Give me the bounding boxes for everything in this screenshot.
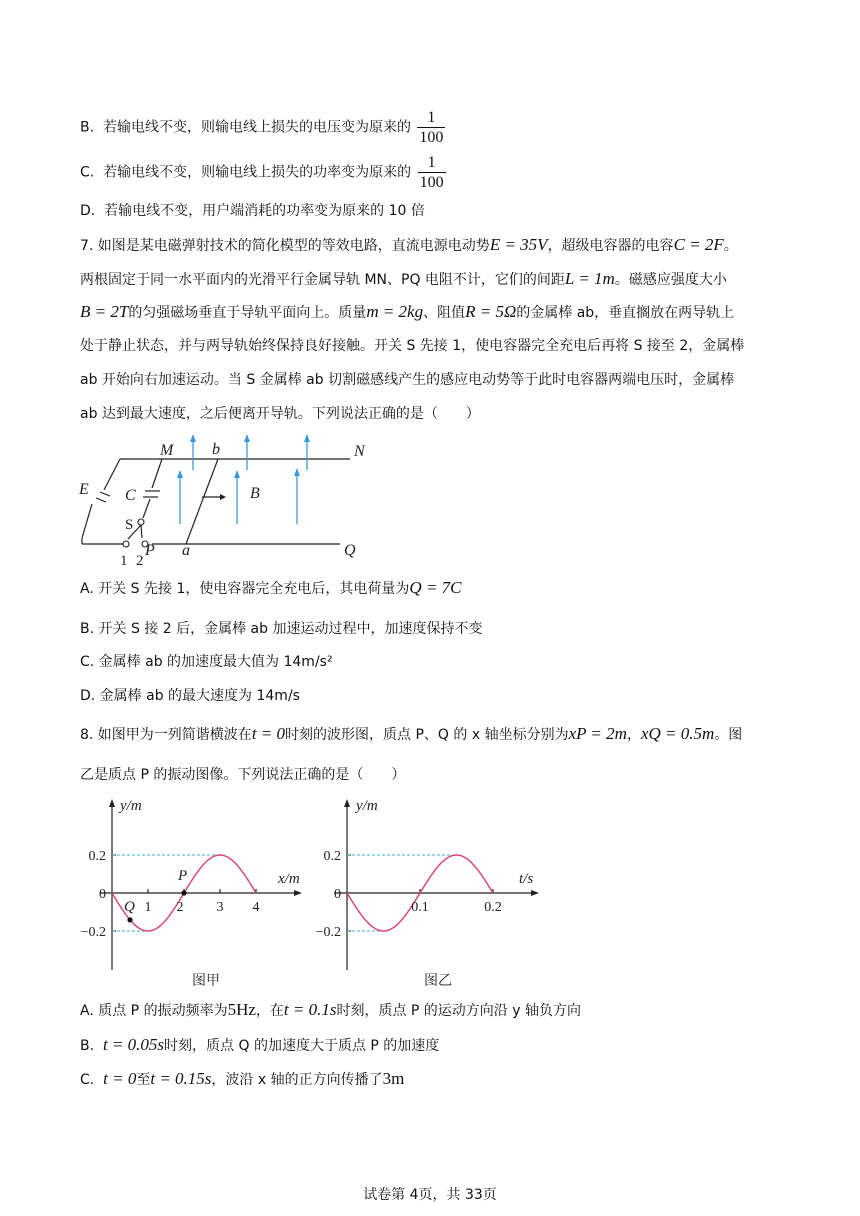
option-c-prev [80,153,446,192]
option-text: 若输电线不变，则输电线上损失的功率变为原来的 [103,164,412,181]
label-field-b: B [250,485,260,502]
text: 至 [136,1072,151,1088]
math: 3m [382,1069,405,1088]
text: 时刻，质点 Q 的加速度大于质点 P 的加速度 [164,1038,440,1054]
velocity-arrow [220,494,226,500]
y-tick-label: 0.2 [88,849,106,864]
y-tick-label: 0 [99,887,106,902]
text: B. [80,1038,95,1054]
math: E = 35V [489,235,548,254]
circuit-figure [70,428,390,573]
q7-line1 [80,235,738,256]
q7-line3 [80,302,734,323]
vibration-graph-yi [312,795,547,995]
text: ， [626,727,641,743]
math: xP = 2m [568,724,627,743]
math: t = 0.1s [283,1000,337,1019]
figure-caption: 图乙 [424,974,452,989]
label-p: P [145,542,155,559]
q7-option-b: B. 开关 S 接 2 后，金属棒 ab 加速运动过程中，加速度保持不变 [80,621,483,637]
option-label: C. [80,164,95,181]
rod-ab [186,459,218,544]
text: 。磁感应强度大小 [614,272,727,288]
y-axis-label: y/m [356,798,378,814]
y-axis-arrow [109,799,115,807]
x-tick-label: 0.1 [411,900,429,915]
math: t = 0 [251,724,286,743]
text: ，波沿 x 轴的正方向传播了 [211,1072,383,1088]
text: 两根固定于同一水平面内的光滑平行金属导轨 MN、PQ 电阻不计，它们的间距 [80,272,565,288]
q7-option-c: C. 金属棒 ab 的加速度最大值为 14m/s² [80,654,333,670]
text: A. 质点 P 的振动频率为 [80,1003,228,1019]
wave-graph-jia [80,795,310,995]
option-b-prev [80,108,445,147]
label-b: b [212,441,220,458]
x-axis-label: t/s [519,871,534,887]
text: 。图 [714,727,743,743]
x-tick-label: 0.2 [484,900,502,915]
label-m: M [160,442,174,459]
y-tick-label: −0.2 [315,925,341,940]
text: A. 开关 S 先接 1，使电容器完全充电后，其电荷量为 [80,581,410,597]
x-tick-label: 4 [252,900,260,915]
point-q-dot [127,917,132,922]
fraction [418,153,446,192]
q7-line2 [80,269,727,290]
q7-line4: 处于静止状态，并与两导轨始终保持良好接触。开关 S 先接 1，使电容器完全充电后再将 S 接至 2，金属棒 [80,338,745,354]
math: 5Hz [227,1000,256,1019]
figure-caption: 图甲 [192,974,220,989]
text: ，超级电容器的电容 [547,238,674,254]
frac-den: 100 [419,129,444,146]
math: R = 5Ω [465,302,517,321]
frac-num: 1 [417,108,445,128]
label-q: Q [344,542,356,559]
math: xQ = 0.5m [640,724,715,743]
option-label: D. [80,203,96,219]
text: 时刻的波形图，质点 P、Q 的 x 轴坐标分别为 [285,727,569,743]
label-1: 1 [120,553,128,569]
label-2: 2 [136,553,144,569]
q8-option-b [80,1035,439,1056]
math: C = 2F [673,235,724,254]
text: 、阻值 [423,305,466,321]
q7-option-d: D. 金属棒 ab 的最大速度为 14m/s [80,688,300,704]
label-c: C [125,487,136,504]
point-q-label: Q [124,899,135,915]
fraction [417,108,445,147]
q8-option-c [80,1069,404,1090]
text: 时刻，质点 P 的运动方向沿 y 轴负方向 [336,1003,581,1019]
x-tick-label: 1 [144,900,152,915]
option-d-prev [80,201,425,221]
q8-option-a [80,1000,581,1021]
y-axis-arrow [344,799,350,807]
x-tick-label: 2 [176,900,184,915]
terminal-1 [123,541,129,547]
label-a: a [182,542,190,559]
math: Q = 7C [409,578,462,597]
text: 8. 如图甲为一列简谐横波在 [80,727,252,743]
label-e: E [79,481,89,498]
q8-line1 [80,724,742,745]
text: 的匀强磁场垂直于导轨平面向上。质量 [128,305,367,321]
y-tick-label: 0 [334,887,341,902]
text: 。 [723,238,738,254]
text: 7. 如图是某电磁弹射技术的简化模型的等效电路，直流电源电动势 [80,238,490,254]
option-text: 若输电线不变，用户端消耗的功率变为原来的 10 倍 [104,203,425,219]
field-arrows [180,440,307,524]
q7-line5: ab 开始向右加速运动。当 S 金属棒 ab 切割磁感线产生的感应电动势等于此时电容器两端电压时，金属棒 [80,372,735,388]
label-n: N [354,443,365,460]
y-axis-label: y/m [120,798,142,814]
math: L = 1m [564,269,615,288]
frac-den: 100 [419,174,444,191]
option-label: B. [80,119,95,136]
x-axis-arrow [294,890,302,896]
x-tick-label: 3 [216,900,224,915]
q7-option-a [80,578,461,599]
frac-num: 1 [418,153,446,173]
math: t = 0.05s [102,1035,165,1054]
q8-line2: 乙是质点 P 的振动图像。下列说法正确的是（ ） [80,767,406,783]
switch-pivot [138,519,144,525]
text: C. [80,1072,95,1088]
text: ，在 [255,1003,284,1019]
math: B = 2T [80,302,129,321]
point-p-dot [181,890,186,895]
math: t = 0 [103,1069,137,1088]
q7-line6: ab 达到最大速度，之后便离开导轨。下列说法正确的是（ ） [80,406,480,422]
math: t = 0.15s [150,1069,212,1088]
option-text: 若输电线不变，则输电线上损失的电压变为原来的 [102,119,411,136]
x-axis-arrow [531,890,539,896]
y-tick-label: 0.2 [323,849,341,864]
math: m = 2kg [366,302,424,321]
point-p-label: P [178,868,188,884]
y-tick-label: −0.2 [80,925,106,940]
page-footer: 试卷第 4页，共 33页 [363,1187,497,1203]
label-s: S [125,517,134,533]
text: 的金属棒 ab，垂直搁放在两导轨上 [516,305,735,321]
x-axis-label: x/m [278,871,300,887]
